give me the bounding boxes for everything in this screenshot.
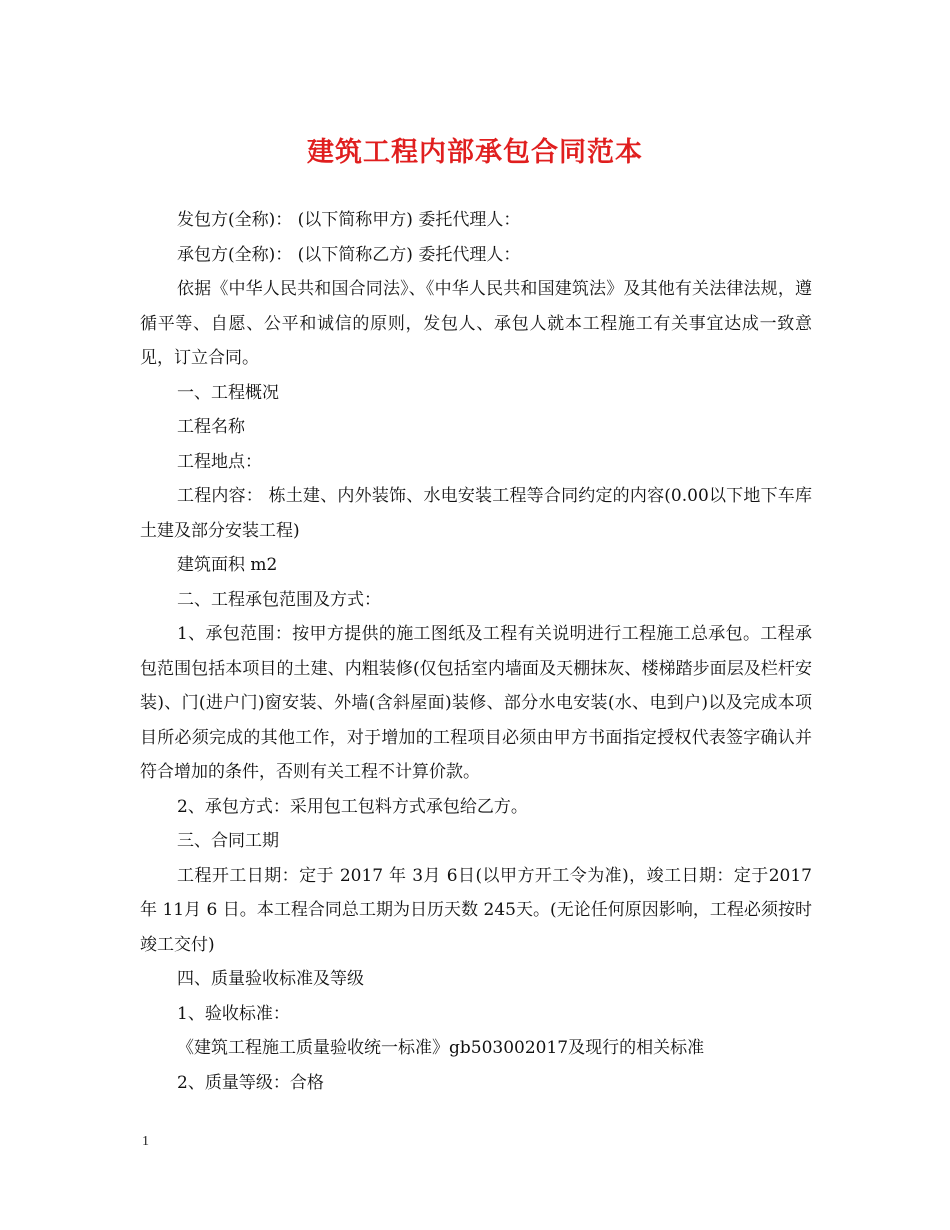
building-area-line: 建筑面积 m2: [177, 555, 278, 575]
project-location-line: 工程地点：: [177, 451, 262, 472]
page-number: 1: [142, 1134, 149, 1149]
project-content-paragraph: 工程内容： 栋土建、内外装饰、水电安装工程等合同约定的内容(0.00以下地下车库土建及部分安装工程): [140, 486, 812, 541]
section-heading-quality: 四、质量验收标准及等级: [177, 969, 364, 989]
duration-paragraph: 工程开工日期：定于 2017 年 3月 6日(以甲方开工令为准)，竣工日期：定于2017年 11月 6 日。本工程合同总工期为日历天数 245天。(无论任何原因影响，工程必须按时竣工交付): [140, 865, 812, 955]
party-a-line: 发包方(全称)： (以下简称甲方) 委托代理人：: [177, 210, 521, 230]
acceptance-standard-line: 《建筑工程施工质量验收统一标准》gb503002017及现行的相关标准: [177, 1038, 705, 1058]
quality-grade-line: 2、质量等级：合格: [177, 1072, 324, 1093]
section-heading-scope: 二、工程承包范围及方式：: [177, 589, 381, 610]
scope-paragraph: 1、承包范围：按甲方提供的施工图纸及工程有关说明进行工程施工总承包。工程承包范围包括本项目的土建、内粗装修(仅包括室内墙面及天棚抹灰、楼梯踏步面层及栏杆安装)、门(进户门)窗安装、外墙(含斜屋面)装修、部分水电安装(水、电到户)以及完成本项目所必须完成的其他工作，对于增加的工程项目必须由甲方书面指定授权代表签字确认并符合增加的条件，否则有关工程不计算价款。: [140, 624, 812, 782]
party-b-line: 承包方(全称)： (以下简称乙方) 委托代理人：: [177, 244, 521, 265]
document-body: [140, 203, 812, 1100]
acceptance-standard-heading: 1、验收标准：: [177, 1003, 290, 1024]
project-name-line: 工程名称: [177, 417, 245, 437]
preamble-paragraph: 依据《中华人民共和国合同法》、《中华人民共和国建筑法》及其他有关法律法规，遵循平等、自愿、公平和诚信的原则，发包人、承包人就本工程施工有关事宜达成一致意见，订立合同。: [140, 279, 812, 368]
contract-method-line: 2、承包方式：采用包工包料方式承包给乙方。: [177, 796, 528, 817]
section-heading-project-overview: 一、工程概况: [177, 382, 279, 403]
section-heading-duration: 三、合同工期: [177, 831, 279, 851]
document-title: 建筑工程内部承包合同范本: [307, 137, 643, 168]
